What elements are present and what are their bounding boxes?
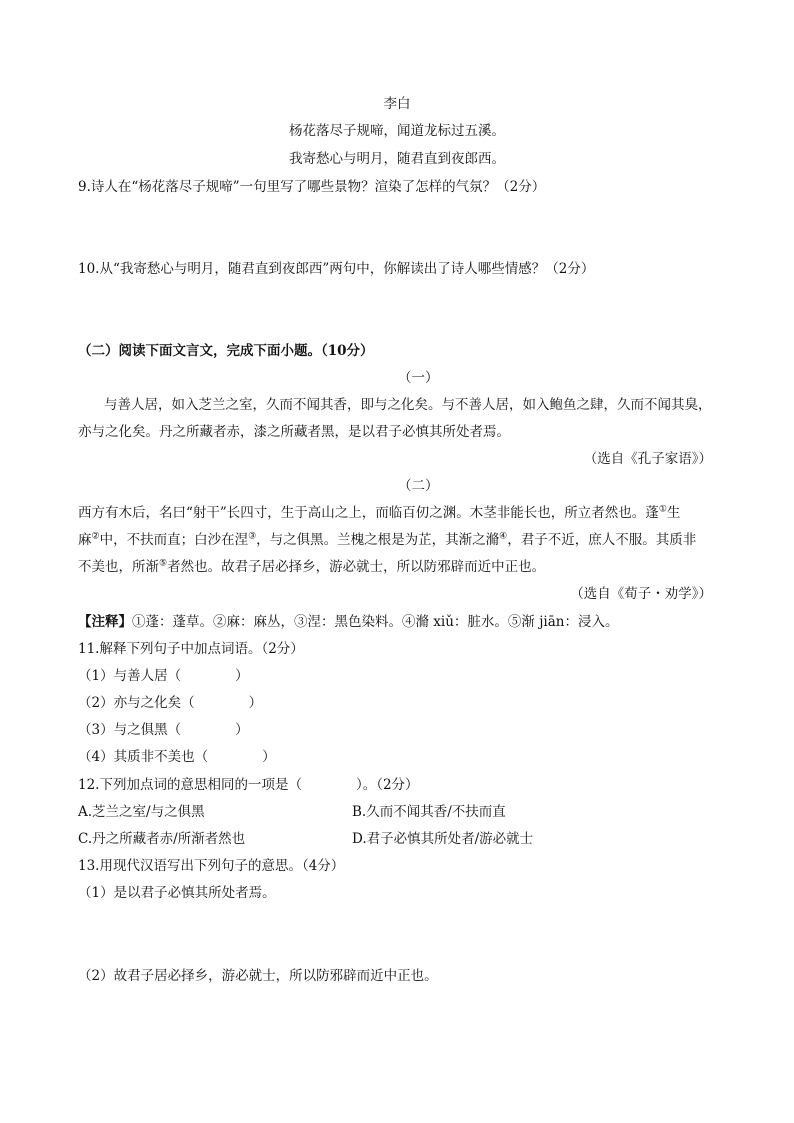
passage-2-line-3: 不美也，所渐⑤者然也。故君子居必择乡，游必就士，所以防邪辟而近中正也。: [78, 558, 546, 575]
poem-line-2: 我寄愁心与明月，随君直到夜郎西。: [289, 151, 505, 167]
notes: [78, 612, 618, 632]
passage-1-source: （选自《孔子家语》）: [583, 451, 712, 467]
question-12-option-b: B.久而不闻其香/不扶而直: [352, 804, 506, 820]
footnote-mark-2: ②: [91, 531, 100, 542]
question-12-option-d: D.君子必慎其所处者/游必就士: [352, 831, 534, 847]
question-13-item-1: （1）是以君子必慎其所处者焉。: [78, 885, 276, 901]
passage-2-source: （选自《荀子・劝学》）: [570, 586, 712, 602]
question-12-option-c: C.丹之所藏者赤/所渐者然也: [78, 831, 246, 847]
passage-2-line-2: 麻②中，不扶而直；白沙在涅③，与之俱黑。兰槐之根是为芷，其渐之滫④，君子不近，庶人不服。其质非: [78, 531, 697, 548]
footnote-mark-3: ③: [248, 531, 257, 542]
footnote-mark-5: ⑤: [159, 558, 168, 569]
notes-label: 【注释】: [78, 614, 132, 630]
question-10: 10.从“我寄愁心与明月，随君直到夜郎西”两句中，你解读出了诗人哪些情感？（2分）: [78, 261, 595, 277]
footnote-mark-4: ④: [499, 531, 508, 542]
question-13-item-2: （2）故君子居必择乡，游必就士，所以防邪辟而近中正也。: [78, 968, 438, 984]
poem-line-1: 杨花落尽子规啼，闻道龙标过五溪。: [289, 123, 505, 139]
passage-1-line-2: 亦与之化矣。丹之所藏者赤，漆之所藏者黑，是以君子必慎其所处者焉。: [78, 424, 510, 440]
poem-author: 李白: [383, 96, 411, 112]
section-2-heading: （二）阅读下面文言文，完成下面小题。（10分）: [78, 343, 374, 359]
question-11-item: （2）亦与之化矣（ ）: [78, 695, 263, 711]
footnote-mark-1: ①: [658, 504, 667, 515]
question-11-item: （3）与之俱黑（ ）: [78, 722, 249, 738]
question-9: 9.诗人在“杨花落尽子规啼”一句里写了哪些景物？渲染了怎样的气氛？（2分）: [78, 179, 546, 195]
passage-1-line-1: 与善人居，如入芝兰之室，久而不闻其香，即与之化矣。与不善人居，如入鲍鱼之肆，久而不闻其臭，: [104, 397, 712, 413]
passage-2-line-1: 西方有木后，名曰“射干”长四寸，生于高山之上，而临百仞之渊。木茎非能长也，所立者然也。蓬①生: [78, 504, 681, 521]
notes-text: ①蓬：蓬草。②麻：麻丛，③涅：黑色染料。④滫 xiǔ：脏水。⑤渐 jiān：浸入。: [132, 614, 619, 630]
question-12-title: 12.下列加点词的意思相同的一项是（ ）。（2分）: [78, 777, 419, 793]
question-11-item: （1）与善人居（ ）: [78, 668, 249, 684]
question-13-title: 13.用现代汉语写出下列句子的意思。（4分）: [78, 858, 345, 874]
question-12-option-a: A.芝兰之室/与之俱黑: [78, 804, 205, 820]
passage-1-title: （一）: [398, 370, 439, 386]
question-11-title: 11.解释下列句子中加点词语。（2分）: [78, 641, 304, 657]
question-11-item: （4）其质非不美也（ ）: [78, 749, 276, 765]
passage-2-title: （二）: [398, 478, 439, 494]
